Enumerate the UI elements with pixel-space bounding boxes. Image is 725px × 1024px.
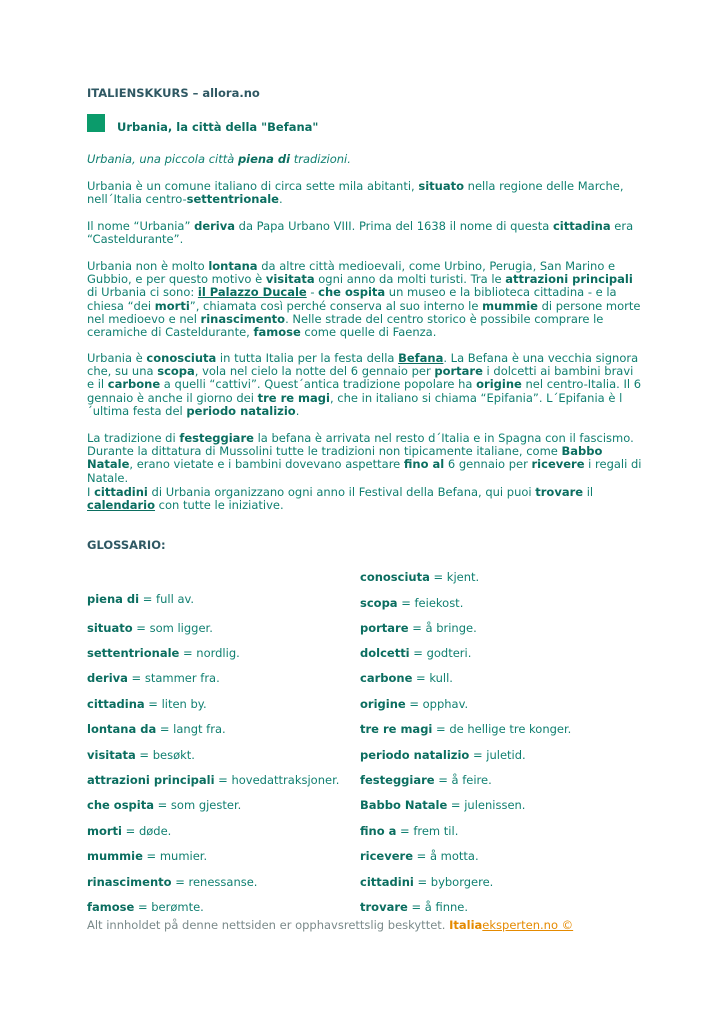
text: a quelli “cattivi”. Quest´antica tradizione popolare ha: [160, 377, 477, 392]
glossary-term: trovare: [360, 900, 408, 914]
text: nella regione delle Marche, nell´Italia centro-: [87, 179, 624, 207]
text: La tradizione di: [87, 431, 180, 445]
document-header: ITALIENSKKURS – allora.no: [87, 86, 260, 100]
text: di persone morte nel medioevo e nel: [87, 298, 641, 326]
glossary-term: scopa: [360, 596, 398, 610]
text: come quelle di Faenza.: [300, 325, 437, 340]
bold-term: periodo natalizio: [186, 403, 296, 418]
glossary-entry: [87, 849, 207, 863]
text: la befana è arrivata nel resto d´Italia e in Spagna con il fascismo. Durante la dittatura di Mussolini tutte le tradizioni non tipicamente italiane, come: [87, 431, 634, 459]
text: ”, chiamata così perché conserva al suo interno le: [189, 298, 483, 313]
paragraph-6: [87, 486, 642, 512]
glossary-entry: [360, 798, 525, 812]
glossary-entry: [87, 748, 195, 762]
glossary-entry: [87, 773, 339, 787]
text: di Urbania organizzano ogni anno il Festival della Befana, qui puoi: [147, 485, 536, 499]
calendario-link[interactable]: calendario: [87, 498, 156, 513]
bold-term: tre re magi: [257, 390, 330, 405]
glossary-definition: = godteri.: [409, 646, 472, 660]
glossary-definition: = døde.: [122, 824, 172, 838]
text: nel centro-Italia. Il 6 gennaio è anche il giorno dei: [87, 377, 642, 405]
text: . La Befana è una vecchia signora che, su una: [87, 351, 639, 379]
glossary-definition: = julenissen.: [447, 798, 526, 812]
glossary-entry: [87, 621, 213, 635]
intro-paragraph: [87, 153, 642, 166]
glossary-term: mummie: [87, 849, 143, 863]
bold-term: fino al: [403, 457, 445, 472]
glossary-term: visitata: [87, 748, 136, 762]
glossary-definition: = å feire.: [434, 773, 492, 787]
text: , vola nel cielo la notte del 6 gennaio per: [194, 364, 435, 379]
glossary-term: portare: [360, 621, 409, 635]
bold-term: morti: [154, 298, 190, 313]
glossary-term: situato: [87, 621, 133, 635]
footer-text: Alt innholdet på denne nettsiden er opphavsrettslig beskyttet.: [87, 918, 450, 932]
glossary-definition: = å bringe.: [408, 621, 477, 635]
glossary-definition: = som ligger.: [132, 621, 213, 635]
glossary-term: origine: [360, 697, 406, 711]
glossary-definition: = renessanse.: [171, 875, 258, 889]
glossary-term: tre re magi: [360, 722, 433, 736]
text: Il nome “Urbania”: [87, 219, 195, 233]
text: .: [278, 192, 283, 207]
glossary-entry: [360, 570, 479, 584]
glossary-heading: GLOSSARIO:: [87, 538, 166, 552]
text: Urbania è un comune italiano di circa sette mila abitanti,: [87, 179, 419, 193]
bold-term: situato: [418, 179, 465, 193]
title-row: [87, 114, 647, 134]
glossary-definition: = langt fra.: [156, 722, 226, 736]
glossary-term: periodo natalizio: [360, 748, 470, 762]
glossary-definition: = juletid.: [469, 748, 526, 762]
glossary-entry: [360, 824, 458, 838]
bold-term: che ospita: [318, 285, 386, 300]
paragraph-5: [87, 432, 642, 485]
glossary-entry: [360, 596, 463, 610]
glossary-definition: = å motta.: [413, 849, 479, 863]
bold-term: ricevere: [531, 457, 585, 472]
text: 6 gennaio per: [444, 457, 532, 472]
glossary-definition: = byborgere.: [413, 875, 494, 889]
text: ogni anno da molti turisti. Tra le: [314, 272, 506, 287]
glossary-term: fino a: [360, 824, 397, 838]
glossary-entry: [360, 621, 477, 635]
title-square-icon: [87, 114, 105, 132]
bold-term: scopa: [157, 364, 195, 379]
bold-term: portare: [434, 364, 483, 379]
glossary-entry: [87, 875, 257, 889]
text: .: [295, 403, 300, 418]
text: il: [583, 485, 594, 499]
glossary-definition: = kjent.: [429, 570, 480, 584]
glossary-term: festeggiare: [360, 773, 435, 787]
glossary-entry: [87, 824, 171, 838]
paragraph-1: [87, 180, 642, 206]
glossary-definition: = mumier.: [142, 849, 208, 863]
paragraph-3: [87, 260, 642, 339]
article-title: Urbania, la città della "Befana": [117, 120, 319, 134]
text: Urbania, una piccola città: [87, 152, 238, 166]
bold-term: Babbo Natale: [87, 444, 603, 472]
bold-term: cittadina: [552, 219, 611, 233]
bold-term: rinascimento: [200, 311, 286, 326]
bold-term: piena di: [237, 152, 291, 166]
text: I: [87, 485, 95, 499]
glossary-term: carbone: [360, 671, 413, 685]
glossary-term: cittadini: [360, 875, 414, 889]
text: in tutta Italia per la festa della: [216, 351, 399, 365]
glossary-definition: = berømte.: [134, 900, 204, 914]
text: , che in italiano si chiama “Epifania”. L´Epifania è l´ultima festa del: [87, 390, 623, 418]
text: -: [306, 285, 319, 300]
glossary-definition: = liten by.: [144, 697, 207, 711]
footer-brand-link[interactable]: eksperten.no ©: [482, 918, 574, 932]
glossary-definition: = kull.: [412, 671, 453, 685]
palazzo-ducale-link[interactable]: il Palazzo Ducale: [197, 285, 307, 300]
bold-term: famose: [253, 325, 301, 340]
text: con tutte le iniziative.: [155, 498, 284, 513]
bold-term: attrazioni principali: [505, 272, 633, 287]
glossary-entry: [87, 722, 226, 736]
glossary-entry: [87, 671, 220, 685]
text: Urbania è: [87, 351, 147, 365]
text: Urbania non è molto: [87, 259, 209, 273]
bold-term: deriva: [194, 219, 235, 233]
bold-term: conosciuta: [146, 351, 217, 365]
text: tradizioni.: [290, 152, 351, 166]
bold-term: mummie: [482, 298, 538, 313]
glossary-entry: [87, 646, 240, 660]
glossary-term: che ospita: [87, 798, 154, 812]
glossary-entry: [360, 875, 493, 889]
glossary-term: ricevere: [360, 849, 413, 863]
text: da Papa Urbano VIII. Prima del 1638 il nome di questa: [235, 219, 553, 233]
bold-term: trovare: [535, 485, 584, 499]
glossary-entry: [360, 671, 453, 685]
bold-term: origine: [476, 377, 522, 392]
glossary-term: deriva: [87, 671, 128, 685]
glossary-definition: = de hellige tre konger.: [432, 722, 572, 736]
text: un museo e la biblioteca cittadina - e la chiesa “dei: [87, 285, 617, 313]
copyright-footer: [87, 918, 573, 932]
text: i dolcetti ai bambini bravi e il: [87, 364, 634, 392]
bold-term: lontana: [208, 259, 258, 273]
glossary-term: attrazioni principali: [87, 773, 215, 787]
glossary-entry: [87, 900, 204, 914]
befana-link[interactable]: Befana: [398, 351, 444, 365]
glossary-definition: = nordlig.: [179, 646, 240, 660]
glossary-term: morti: [87, 824, 122, 838]
bold-term: festeggiare: [179, 431, 254, 445]
glossary-entry: [360, 900, 468, 914]
bold-term: settentrionale: [186, 192, 279, 207]
footer-brand[interactable]: Italia: [449, 918, 483, 932]
glossary-entry: [360, 748, 526, 762]
glossary-definition: = opphav.: [405, 697, 469, 711]
bold-term: cittadini: [94, 485, 148, 499]
glossary-entry: [360, 773, 492, 787]
glossary-entry: [87, 697, 207, 711]
glossary-entry: [87, 798, 241, 812]
glossary-term: Babbo Natale: [360, 798, 448, 812]
glossary-term: settentrionale: [87, 646, 180, 660]
glossary-definition: = full av.: [139, 592, 195, 606]
bold-term: visitata: [265, 272, 315, 287]
glossary-term: conosciuta: [360, 570, 430, 584]
glossary-definition: = å finne.: [407, 900, 468, 914]
glossary-entry: [87, 592, 194, 606]
bold-term: carbone: [107, 377, 161, 392]
paragraph-4: [87, 352, 642, 418]
glossary-term: lontana da: [87, 722, 157, 736]
text: . Nelle strade del centro storico è possibile comprare le ceramiche di Casteldurante,: [87, 311, 604, 340]
text: , erano vietate e i bambini dovevano aspettare: [129, 457, 404, 472]
glossary-definition: = feiekost.: [397, 596, 464, 610]
glossary-definition: = som gjester.: [153, 798, 242, 812]
glossary-entry: [360, 697, 468, 711]
text: era “Casteldurante”.: [87, 219, 634, 247]
glossary-definition: = hovedattraksjoner.: [214, 773, 340, 787]
glossary-term: famose: [87, 900, 135, 914]
paragraph-2: [87, 220, 642, 246]
glossary-definition: = besøkt.: [135, 748, 195, 762]
glossary-entry: [360, 646, 471, 660]
glossary-term: cittadina: [87, 697, 145, 711]
glossary-definition: = frem til.: [396, 824, 459, 838]
text: di Urbania ci sono:: [87, 285, 198, 300]
glossary-definition: = stammer fra.: [127, 671, 220, 685]
glossary-term: dolcetti: [360, 646, 410, 660]
text: i regali di Natale.: [87, 457, 642, 485]
glossary-term: rinascimento: [87, 875, 172, 889]
glossary-entry: [360, 849, 479, 863]
glossary-entry: [360, 722, 571, 736]
glossary-term: piena di: [87, 592, 140, 606]
text: da altre città medioevali, come Urbino, Perugia, San Marino e Gubbio, e per questo motivo è: [87, 259, 616, 287]
